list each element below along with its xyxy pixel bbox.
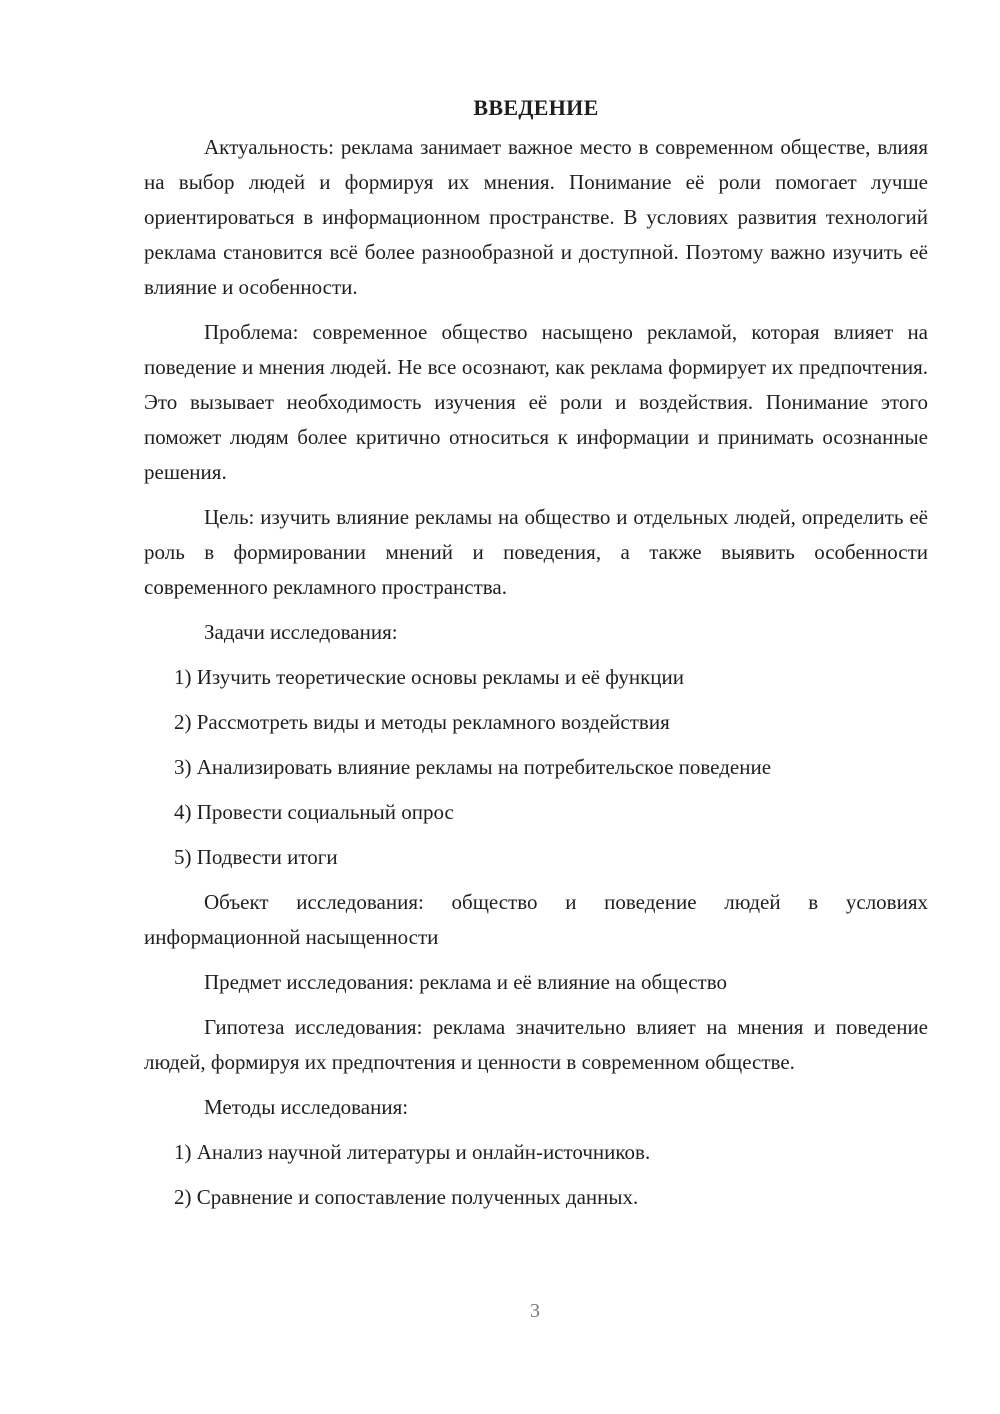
list-item: 1) Анализ научной литературы и онлайн-источников. xyxy=(174,1140,651,1164)
tasks-list xyxy=(144,660,928,875)
list-item: 1) Изучить теоретические основы рекламы и её функции xyxy=(174,665,684,689)
hypothesis-paragraph: Гипотеза исследования: реклама значительно влияет на мнения и поведение людей, формируя их предпочтения и ценности в современном обществе. xyxy=(144,1015,928,1074)
list-item: 2) Рассмотреть виды и методы рекламного воздействия xyxy=(174,710,670,734)
object-paragraph: Объект исследования: общество и поведение людей в условиях информационной насыщенности xyxy=(144,890,928,949)
list-item: 5) Подвести итоги xyxy=(174,845,338,869)
methods-list xyxy=(144,1135,928,1215)
list-item: 3) Анализировать влияние рекламы на потребительское поведение xyxy=(174,755,772,779)
page-number: 3 xyxy=(530,1300,540,1322)
tasks-heading: Задачи исследования: xyxy=(204,620,398,644)
list-item: 4) Провести социальный опрос xyxy=(174,800,454,824)
page-title: ВВЕДЕНИЕ xyxy=(473,95,599,120)
methods-heading: Методы исследования: xyxy=(204,1095,409,1119)
page-content xyxy=(144,90,928,1225)
subject-paragraph: Предмет исследования: реклама и её влияние на общество xyxy=(204,970,727,994)
goal-paragraph: Цель: изучить влияние рекламы на общество и отдельных людей, определить её роль в формировании мнений и поведения, а также выявить особенности современного рекламного пространства. xyxy=(144,505,928,599)
problem-paragraph: Проблема: современное общество насыщено рекламой, которая влияет на поведение и мнения людей. Не все осознают, как реклама формирует их предпочтения. Это вызывает необходимость изучения её роли и воздействия. Понимание этого поможет людям более критично относиться к информации и принимать осознанные решения. xyxy=(144,320,928,484)
list-item: 2) Сравнение и сопоставление полученных данных. xyxy=(174,1185,639,1209)
relevance-paragraph: Актуальность: реклама занимает важное место в современном обществе, влияя на выбор людей и формируя их мнения. Понимание её роли помогает лучше ориентироваться в информационном пространстве. В условиях развития технологий реклама становится всё более разнообразной и доступной. Поэтому важно изучить её влияние и особенности. xyxy=(144,135,928,299)
